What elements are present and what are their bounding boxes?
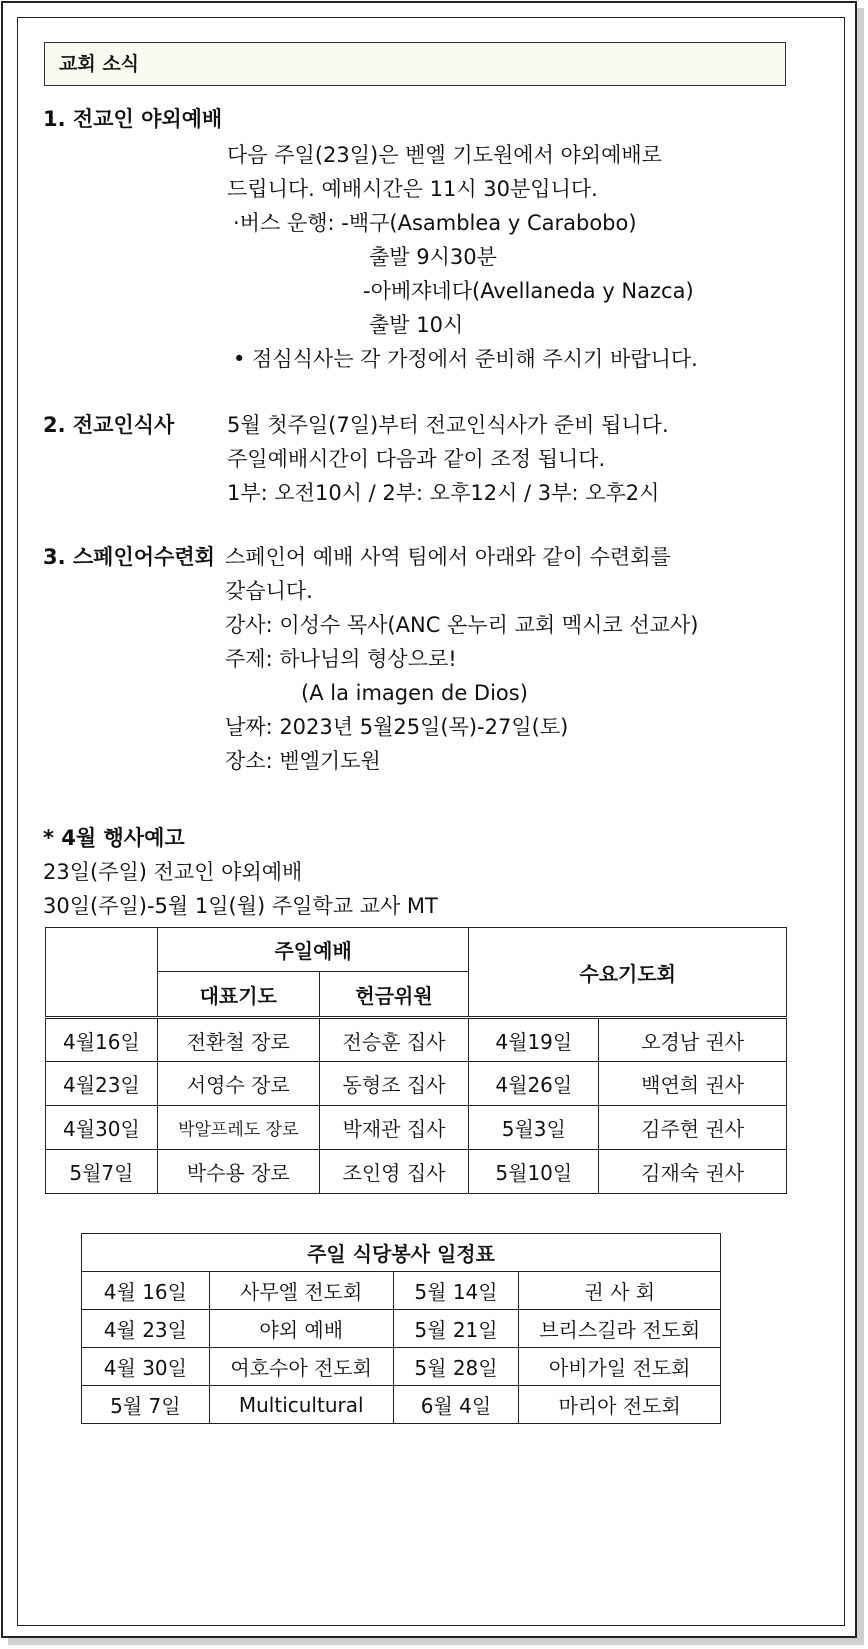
item-2-line: 5월 첫주일(7일)부터 전교인식사가 준비 됩니다. [227,413,669,437]
item-3-line: (A la imagen de Dios) [301,681,528,705]
table-cell: 4월23일 [46,1062,158,1106]
table-cell: 김재숙 권사 [599,1150,787,1194]
table-cell: 5월10일 [469,1150,599,1194]
table-cell: 4월19일 [469,1018,599,1062]
table-cell: 서영수 장로 [157,1062,319,1106]
item-1-line: 출발 10시 [369,313,464,337]
item-1-line: ·버스 운행: -백구(Asamblea y Carabobo) [233,211,637,235]
table-row [46,1106,787,1150]
schedule-header-wednesday: 수요기도회 [469,928,787,1018]
table-cell: 김주현 권사 [599,1106,787,1150]
table-cell: 5월3일 [469,1106,599,1150]
item-3-line: 날짜: 2023년 5월25일(목)-27일(토) [225,715,569,739]
item-2-title: 2. 전교인식사 [43,413,175,437]
table-cell: 5월 7일 [82,1386,210,1424]
schedule-corner-cell [46,928,158,1018]
table-cell: 동형조 집사 [319,1062,469,1106]
item-1-line: • 점심식사는 각 가정에서 준비해 주시기 바랍니다. [233,347,698,371]
table-cell: 4월 30일 [82,1348,210,1386]
table-row [46,1062,787,1106]
item-2-line: 주일예배시간이 다음과 같이 조정 됩니다. [227,447,606,471]
table-cell: 전승훈 집사 [319,1018,469,1062]
table-row [46,1018,787,1062]
worship-schedule-table [45,927,787,1194]
item-1-line: 드립니다. 예배시간은 11시 30분입니다. [227,177,598,201]
section-title: 교회 소식 [44,42,786,86]
table-cell: 마리아 전도회 [519,1386,721,1424]
table-cell: 4월 23일 [82,1310,210,1348]
table-cell: 박재관 집사 [319,1106,469,1150]
events-line: 30일(주일)-5월 1일(월) 주일학교 교사 MT [43,894,438,918]
item-3-line: 주제: 하나님의 형상으로! [225,647,457,671]
item-3-line: 스페인어 예배 사역 팀에서 아래와 같이 수련회를 [225,545,671,569]
table-cell: 4월16일 [46,1018,158,1062]
events-title: * 4월 행사예고 [43,826,185,850]
table-cell: 야외 예배 [209,1310,393,1348]
item-2-line: 1부: 오전10시 / 2부: 오후12시 / 3부: 오후2시 [227,481,660,505]
table-cell: 권 사 회 [519,1272,721,1310]
table-cell: 6월 4일 [393,1386,519,1424]
page-frame [1,1,857,1638]
table-row [46,1150,787,1194]
table-cell: Multicultural [209,1386,393,1424]
item-1-line: -아베쟈네다(Avellaneda y Nazca) [363,279,694,303]
table-row [82,1310,721,1348]
schedule-header-sunday: 주일예배 [157,928,469,972]
table-cell: 5월 28일 [393,1348,519,1386]
table-cell: 5월 21일 [393,1310,519,1348]
table-cell: 브리스길라 전도회 [519,1310,721,1348]
item-1-line: 출발 9시30분 [369,245,497,269]
cafeteria-duty-table [81,1233,721,1424]
table-cell: 박알프레도 장로 [157,1106,319,1150]
table-cell: 4월26일 [469,1062,599,1106]
item-1-title: 1. 전교인 야외예배 [43,107,223,131]
table-cell: 사무엘 전도회 [209,1272,393,1310]
table-cell: 여호수아 전도회 [209,1348,393,1386]
item-3-line: 갖습니다. [225,579,313,603]
table-cell: 전환철 장로 [157,1018,319,1062]
table-cell: 5월7일 [46,1150,158,1194]
table-cell: 아비가일 전도회 [519,1348,721,1386]
table-cell: 4월30일 [46,1106,158,1150]
table-row [82,1348,721,1386]
schedule-header-offering: 헌금위원 [319,972,469,1018]
table-cell: 백연희 권사 [599,1062,787,1106]
item-1-line: 다음 주일(23일)은 벧엘 기도원에서 야외예배로 [227,143,662,167]
table-cell: 조인영 집사 [319,1150,469,1194]
table-cell: 5월 14일 [393,1272,519,1310]
schedule-header-prayer: 대표기도 [157,972,319,1018]
table-row [82,1386,721,1424]
duty-table-title: 주일 식당봉사 일정표 [82,1234,721,1272]
table-cell: 오경남 권사 [599,1018,787,1062]
item-3-line: 강사: 이성수 목사(ANC 온누리 교회 멕시코 선교사) [225,613,699,637]
events-line: 23일(주일) 전교인 야외예배 [43,860,303,884]
table-cell: 박수용 장로 [157,1150,319,1194]
table-cell: 4월 16일 [82,1272,210,1310]
table-row [82,1272,721,1310]
item-3-line: 장소: 벧엘기도원 [225,749,381,773]
item-3-title: 3. 스페인어수련회 [43,545,215,569]
